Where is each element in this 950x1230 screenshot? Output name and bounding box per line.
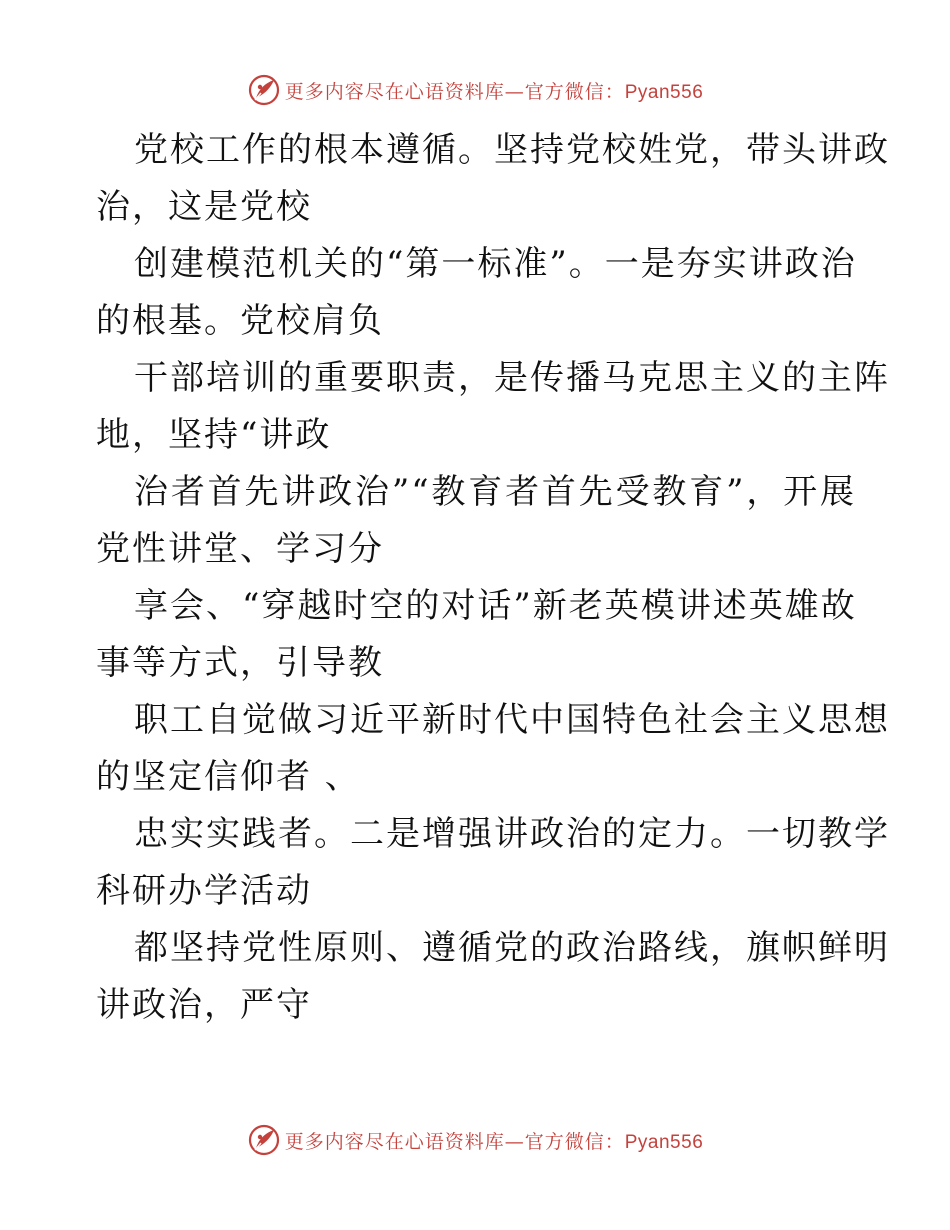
line-4-second: 党性讲堂、学习分 [96, 529, 384, 569]
footer-wechat-id: Pyan556 [624, 1131, 704, 1153]
line-7-second: 科研办学活动 [96, 871, 312, 911]
feather-pen-logo-icon [247, 73, 281, 107]
footer-site-text: 更多内容尽在心语资料库 [284, 1130, 505, 1153]
line-2-second: 的根基。党校肩负 [96, 301, 384, 341]
line-8-second: 讲政治，严守 [96, 985, 312, 1025]
line-6-second: 的坚定信仰者 、 [96, 757, 361, 797]
footer-wechat-label: 官方微信： [524, 1130, 625, 1153]
header-text [285, 77, 704, 104]
paragraph-line-4 [96, 464, 856, 578]
paragraph-line-3 [96, 350, 890, 464]
header-site-text: 更多内容尽在心语资料库 [284, 80, 505, 103]
paragraph-line-8 [96, 920, 890, 1034]
line-3-second: 地，坚持“讲政 [96, 415, 332, 455]
line-4-first: 治者首先讲政治”“教育者首先受教育”，开展 [134, 472, 856, 512]
footer-banner [0, 1120, 950, 1160]
line-1-first: 党校工作的根本遵循。坚持党校姓党，带头讲政 [134, 130, 890, 170]
paragraph-line-5 [96, 578, 856, 692]
line-7-first: 忠实实践者。二是增强讲政治的定力。一切教学 [134, 814, 890, 854]
header-wechat-label: 官方微信： [524, 80, 625, 103]
line-8-first: 都坚持党性原则、遵循党的政治路线，旗帜鲜明 [134, 928, 890, 968]
feather-pen-logo-icon [247, 1123, 281, 1157]
line-1-second: 治，这是党校 [96, 187, 312, 227]
line-5-second: 事等方式，引导教 [96, 643, 384, 683]
line-3-first: 干部培训的重要职责，是传播马克思主义的主阵 [134, 358, 890, 398]
footer-text [285, 1127, 704, 1154]
header-wechat-id: Pyan556 [624, 81, 704, 103]
line-2-first: 创建模范机关的“第一标准”。一是夯实讲政治 [134, 244, 857, 284]
document-body [96, 122, 890, 1034]
paragraph-line-2 [96, 236, 856, 350]
header-banner [0, 70, 950, 110]
paragraph-line-6 [96, 692, 890, 806]
paragraph-line-7 [96, 806, 890, 920]
line-6-first: 职工自觉做习近平新时代中国特色社会主义思想 [134, 700, 890, 740]
line-5-first: 享会、“穿越时空的对话”新老英模讲述英雄故 [134, 586, 857, 626]
paragraph-line-1 [96, 122, 890, 236]
header-separator: — [504, 80, 525, 103]
footer-separator: — [504, 1130, 525, 1153]
